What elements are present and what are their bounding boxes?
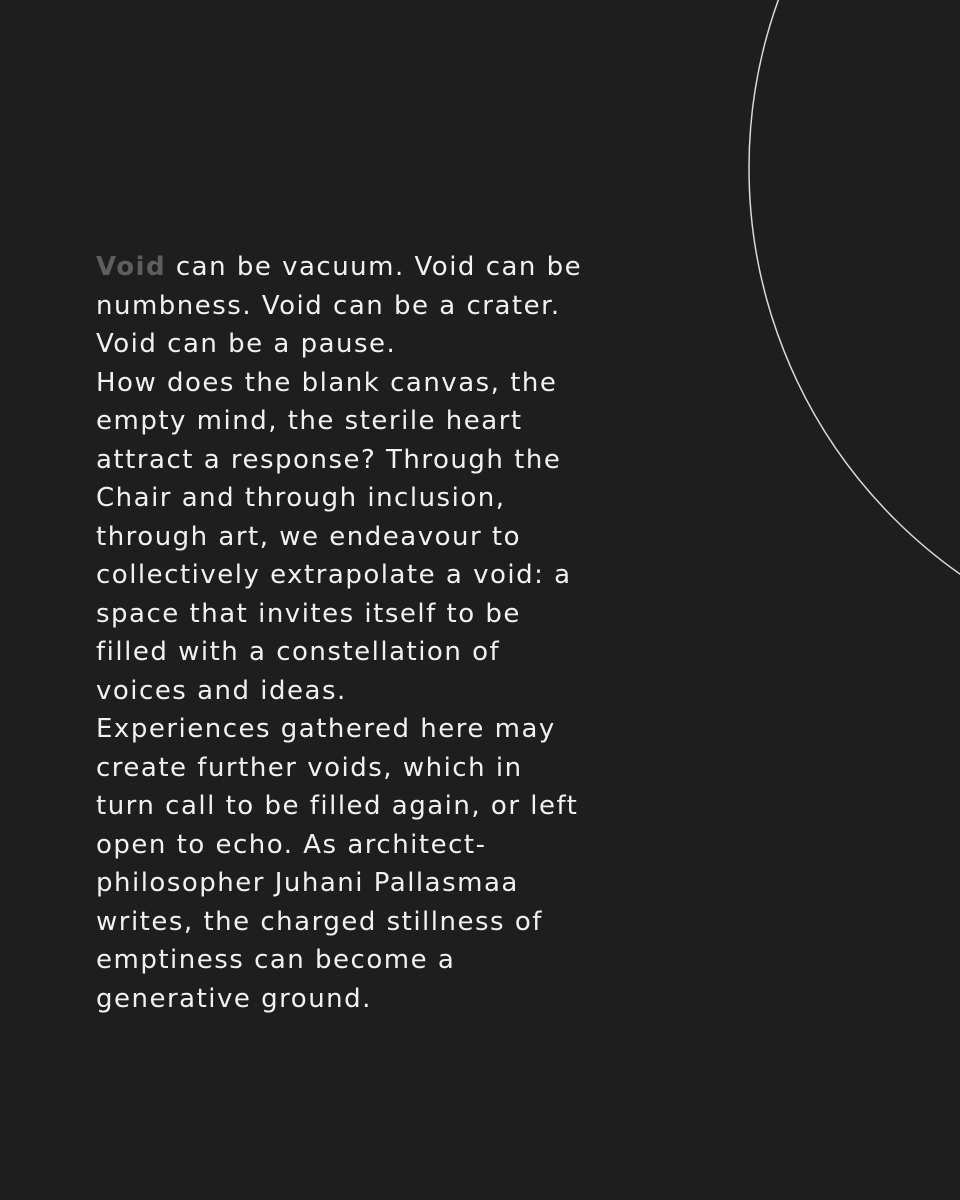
text-line: create further voids, which in (96, 752, 523, 783)
paragraph-experiences (96, 710, 596, 1018)
body-text (96, 248, 596, 1018)
text-line: Chair and through inclusion, (96, 483, 506, 513)
text-line: writes, the charged stillness of (96, 906, 543, 937)
text-line: numbness. Void can be a crater. (96, 290, 561, 321)
text-line: philosopher Juhani Pallasmaa (96, 868, 519, 898)
highlighted-word: Void (96, 252, 167, 282)
text-line: empty mind, the sterile heart (96, 406, 523, 436)
text-line-rest: can be vacuum. Void can be (166, 252, 583, 282)
text-line: Experiences gathered here may (96, 714, 556, 744)
text-line: collectively extrapolate a void: a (96, 560, 572, 590)
text-line: voices and ideas. (96, 675, 347, 706)
text-line: open to echo. As architect- (96, 829, 487, 860)
text-line: emptiness can become a (96, 945, 456, 975)
text-line (96, 248, 596, 287)
text-line: filled with a constellation of (96, 637, 501, 667)
text-line: Void can be a pause. (96, 329, 397, 359)
text-line: turn call to be filled again, or left (96, 791, 579, 821)
paragraph-blank-canvas (96, 364, 596, 711)
text-line: through art, we endeavour to (96, 521, 522, 552)
text-line: attract a response? Through the (96, 444, 562, 475)
paragraph-void-definitions (96, 248, 596, 364)
text-line: generative ground. (96, 983, 372, 1014)
text-line: How does the blank canvas, the (96, 367, 558, 398)
text-line: space that invites itself to be (96, 598, 521, 629)
